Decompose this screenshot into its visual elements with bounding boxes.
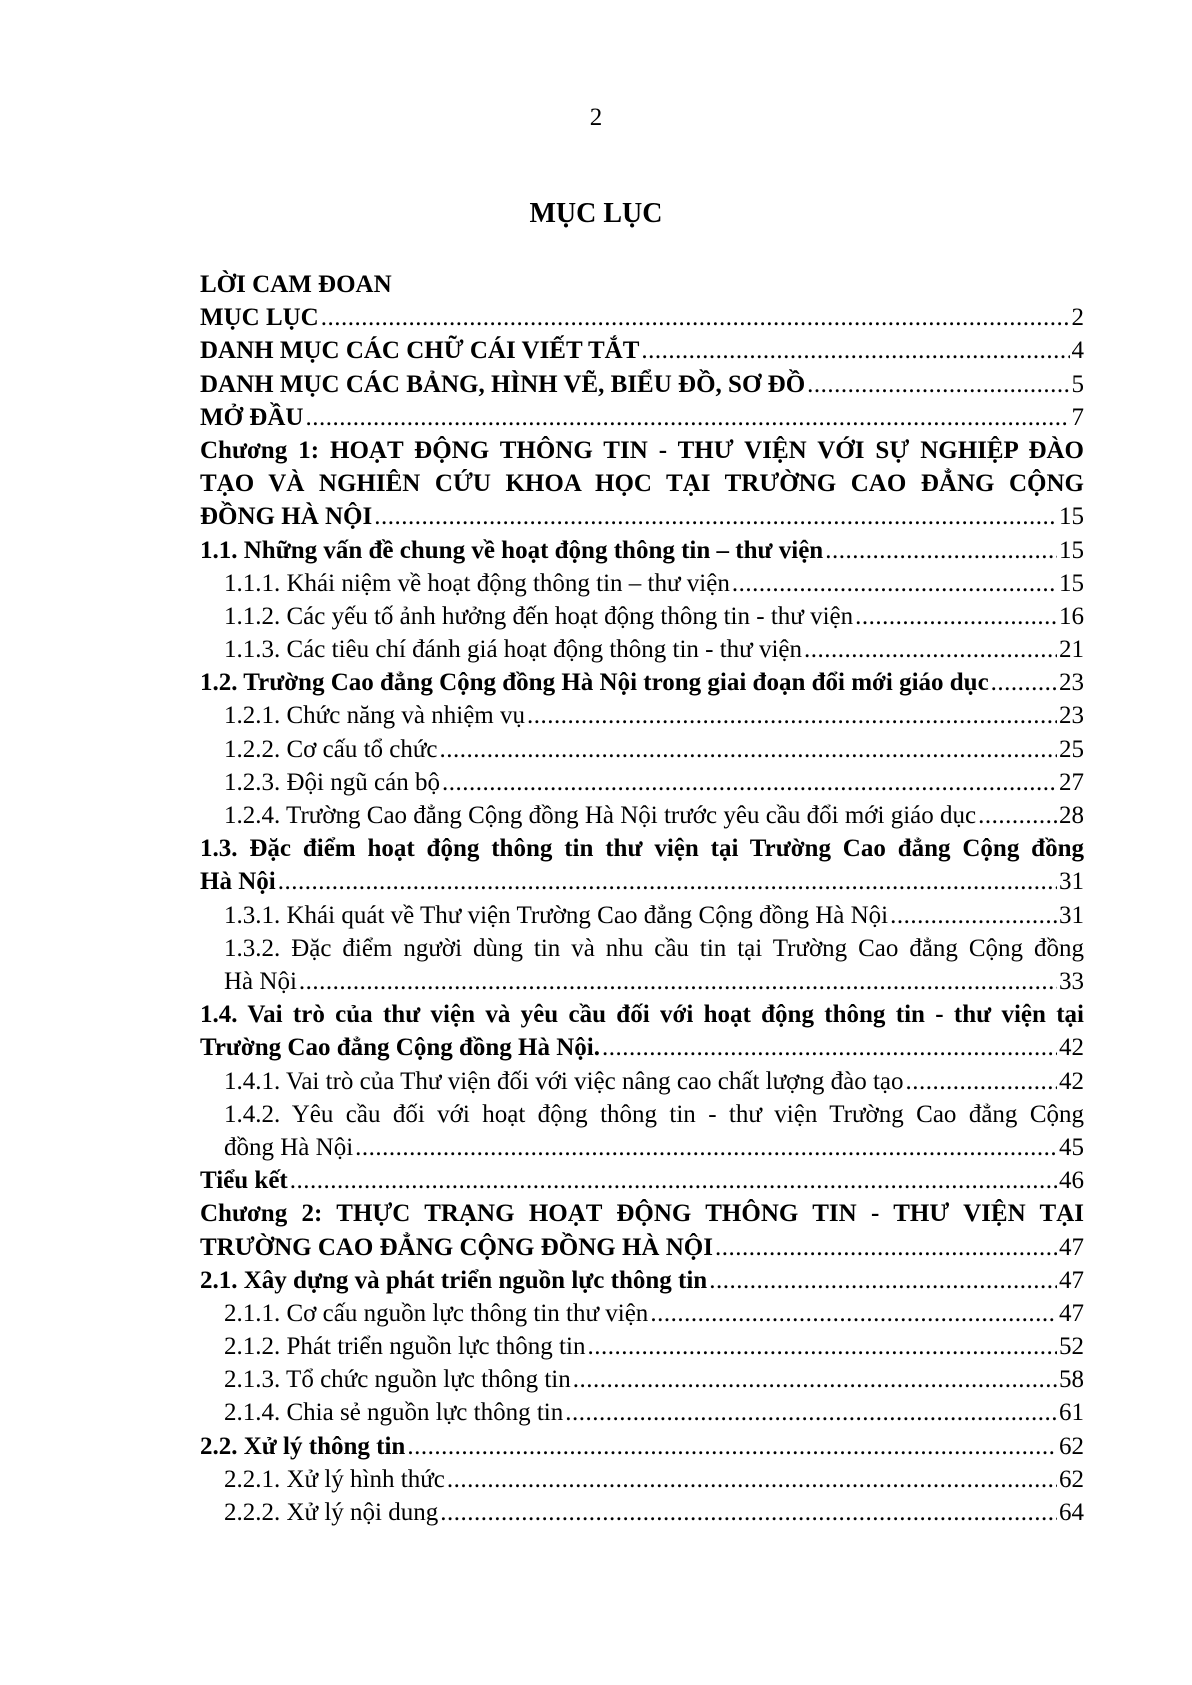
table-of-contents: [200, 268, 1084, 1529]
toc-entry-title: DANH MỤC CÁC BẢNG, HÌNH VẼ, BIỂU ĐỒ, SƠ ĐỒ: [200, 370, 806, 398]
toc-entry: [200, 998, 1084, 1064]
toc-entry-page: 33: [1059, 968, 1084, 995]
dot-leader: [855, 600, 1057, 633]
dot-leader: [355, 1131, 1057, 1164]
dot-leader: [565, 1396, 1057, 1429]
toc-entry-title: 1.2.4. Trường Cao đẳng Cộng đồng Hà Nội trước yêu cầu đổi mới giáo dục: [224, 802, 977, 830]
toc-entry: [200, 368, 1084, 401]
dot-leader: [825, 534, 1057, 567]
toc-entry-title: 2.2. Xử lý thông tin: [200, 1432, 406, 1460]
toc-entry: [200, 401, 1084, 434]
toc-entry: [200, 1463, 1084, 1496]
dot-leader: [527, 699, 1057, 732]
toc-entry-title: Hà Nội: [224, 968, 297, 995]
dot-leader: [278, 865, 1057, 898]
page-title: MỤC LỤC: [529, 198, 663, 229]
dot-leader: [650, 1297, 1057, 1330]
toc-entry-page: 15: [1059, 536, 1084, 564]
page-number: 2: [589, 104, 603, 131]
toc-entry-title: 2.2.1. Xử lý hình thức: [224, 1465, 445, 1493]
dot-leader: [321, 301, 1070, 334]
toc-entry: [200, 301, 1084, 334]
toc-entry-title: TRƯỜNG CAO ĐẲNG CỘNG ĐỒNG HÀ NỘI: [200, 1233, 713, 1261]
toc-entry-title: Trường Cao đẳng Cộng đồng Hà Nội.: [200, 1034, 600, 1062]
toc-entry-page: 52: [1059, 1333, 1084, 1361]
toc-entry-page: 15: [1059, 503, 1084, 531]
dot-leader: [573, 1363, 1057, 1396]
toc-entry: [200, 1330, 1084, 1363]
toc-entry-page: 47: [1059, 1266, 1084, 1294]
dot-leader: [807, 368, 1069, 401]
toc-entry-text-line: TẠO VÀ NGHIÊN CỨU KHOA HỌC TẠI TRƯỜNG CAO ĐẲNG CỘNG: [200, 470, 1084, 498]
toc-entry-title: đồng Hà Nội: [224, 1133, 354, 1161]
dot-leader: [440, 733, 1057, 766]
toc-entry-page: 23: [1059, 669, 1084, 697]
toc-entry: [200, 666, 1084, 699]
toc-entry: [200, 1065, 1084, 1098]
toc-entry-title: 1.2. Trường Cao đẳng Cộng đồng Hà Nội trong giai đoạn đổi mới giáo dục: [200, 669, 989, 697]
dot-leader: [602, 1031, 1057, 1064]
toc-entry: [200, 899, 1084, 932]
toc-entry-page: 4: [1071, 337, 1084, 365]
toc-entry-page: 64: [1059, 1499, 1084, 1527]
toc-entry-title: 1.1.1. Khái niệm về hoạt động thông tin – thư viện: [224, 569, 730, 597]
toc-entry-page: 45: [1059, 1133, 1084, 1161]
toc-entry: [200, 434, 1084, 534]
toc-entry: [200, 766, 1084, 799]
toc-entry: [200, 699, 1084, 732]
toc-entry-title: 2.1.4. Chia sẻ nguồn lực thông tin: [224, 1399, 564, 1427]
toc-entry-title: 2.1.1. Cơ cấu nguồn lực thông tin thư viện: [224, 1299, 649, 1327]
dot-leader: [587, 1330, 1057, 1363]
toc-entry-page: 28: [1059, 802, 1084, 830]
toc-entry-page: 47: [1059, 1299, 1084, 1327]
dot-leader: [991, 666, 1057, 699]
toc-entry-page: 15: [1059, 569, 1084, 597]
toc-entry-title: LỜI CAM ĐOAN: [200, 271, 392, 298]
toc-entry: [200, 268, 1084, 301]
toc-entry-page: 25: [1059, 735, 1084, 763]
toc-entry-page: 27: [1059, 768, 1084, 796]
dot-leader: [641, 334, 1069, 367]
dot-leader: [709, 1264, 1057, 1297]
toc-entry-title: Hà Nội: [200, 868, 276, 896]
toc-entry: [200, 334, 1084, 367]
dot-leader: [890, 899, 1057, 932]
toc-entry-title: 1.1.3. Các tiêu chí đánh giá hoạt động thông tin - thư viện: [224, 636, 803, 664]
toc-entry-title: 2.1.3. Tổ chức nguồn lực thông tin: [224, 1366, 571, 1394]
dot-leader: [299, 965, 1057, 998]
dot-leader: [374, 500, 1057, 533]
toc-entry: [200, 1297, 1084, 1330]
toc-entry: [200, 1396, 1084, 1429]
toc-entry-title: 1.1. Những vấn đề chung về hoạt động thông tin – thư viện: [200, 536, 824, 564]
toc-entry-title: MỞ ĐẦU: [200, 403, 304, 431]
toc-entry: [200, 633, 1084, 666]
toc-entry-title: 1.2.3. Đội ngũ cán bộ: [224, 768, 440, 796]
dot-leader: [440, 1496, 1057, 1529]
toc-entry-page: 46: [1059, 1167, 1084, 1195]
toc-entry-title: 1.1.2. Các yếu tố ảnh hưởng đến hoạt động thông tin - thư viện: [224, 602, 854, 630]
dot-leader: [442, 766, 1057, 799]
dot-leader: [906, 1065, 1057, 1098]
toc-entry: [200, 1098, 1084, 1164]
toc-entry-text-line: 1.4. Vai trò của thư viện và yêu cầu đối với hoạt động thông tin - thư viện tại: [200, 1001, 1084, 1029]
dot-leader: [732, 567, 1057, 600]
toc-entry: [200, 799, 1084, 832]
toc-entry-page: 62: [1059, 1465, 1084, 1493]
toc-entry-title: 2.1. Xây dựng và phát triển nguồn lực thông tin: [200, 1266, 708, 1294]
toc-entry-page: 58: [1059, 1366, 1084, 1394]
toc-entry-page: 31: [1059, 901, 1084, 929]
toc-entry-title: 1.2.2. Cơ cấu tổ chức: [224, 735, 438, 763]
toc-entry: [200, 1164, 1084, 1197]
toc-entry: [200, 567, 1084, 600]
toc-entry-page: 47: [1059, 1233, 1084, 1261]
toc-entry: [200, 600, 1084, 633]
toc-entry: [200, 733, 1084, 766]
toc-entry-page: 16: [1059, 602, 1084, 630]
toc-entry-page: 31: [1059, 868, 1084, 896]
dot-leader: [305, 401, 1069, 434]
toc-entry-text-line: 1.3.2. Đặc điểm người dùng tin và nhu cầu tin tại Trường Cao đẳng Cộng đồng: [224, 934, 1084, 962]
toc-entry: [200, 1430, 1084, 1463]
toc-entry-title: 2.1.2. Phát triển nguồn lực thông tin: [224, 1333, 586, 1361]
toc-entry-title: 1.3.1. Khái quát về Thư viện Trường Cao đẳng Cộng đồng Hà Nội: [224, 901, 889, 929]
toc-entry-page: 5: [1071, 370, 1084, 398]
toc-entry-title: MỤC LỤC: [200, 304, 319, 332]
dot-leader: [407, 1430, 1057, 1463]
toc-entry-title: 1.2.1. Chức năng và nhiệm vụ: [224, 702, 526, 730]
toc-entry-title: Tiểu kết: [200, 1167, 288, 1195]
toc-entry-page: 21: [1059, 636, 1084, 664]
toc-entry-text-line: Chương 1: HOẠT ĐỘNG THÔNG TIN - THƯ VIỆN VỚI SỰ NGHIỆP ĐÀO: [200, 436, 1084, 464]
toc-entry: [200, 534, 1084, 567]
toc-entry: [200, 1197, 1084, 1263]
toc-entry-text-line: 1.4.2. Yêu cầu đối với hoạt động thông tin - thư viện Trường Cao đẳng Cộng: [224, 1100, 1084, 1128]
dot-leader: [978, 799, 1057, 832]
toc-entry-page: 7: [1071, 403, 1084, 431]
toc-entry-page: 23: [1059, 702, 1084, 730]
dot-leader: [447, 1463, 1057, 1496]
toc-entry: [200, 1363, 1084, 1396]
toc-entry: [200, 932, 1084, 998]
toc-entry-page: 42: [1059, 1034, 1084, 1062]
toc-entry-text-line: Chương 2: THỰC TRẠNG HOẠT ĐỘNG THÔNG TIN - THƯ VIỆN TẠI: [200, 1200, 1084, 1228]
toc-entry-title: DANH MỤC CÁC CHỮ CÁI VIẾT TẮT: [200, 337, 640, 365]
toc-entry-page: 42: [1059, 1067, 1084, 1095]
toc-entry-text-line: 1.3. Đặc điểm hoạt động thông tin thư viện tại Trường Cao đẳng Cộng đồng: [200, 835, 1084, 863]
toc-entry: [200, 1264, 1084, 1297]
toc-entry-title: ĐỒNG HÀ NỘI: [200, 503, 373, 531]
dot-leader: [804, 633, 1057, 666]
dot-leader: [715, 1231, 1057, 1264]
toc-entry-page: 2: [1071, 304, 1084, 332]
dot-leader: [290, 1164, 1057, 1197]
toc-entry: [200, 832, 1084, 898]
toc-entry-page: 61: [1059, 1399, 1084, 1427]
toc-entry-title: 1.4.1. Vai trò của Thư viện đối với việc nâng cao chất lượng đào tạo: [224, 1067, 904, 1095]
toc-entry-page: 62: [1059, 1432, 1084, 1460]
toc-entry-title: 2.2.2. Xử lý nội dung: [224, 1499, 439, 1527]
toc-entry: [200, 1496, 1084, 1529]
